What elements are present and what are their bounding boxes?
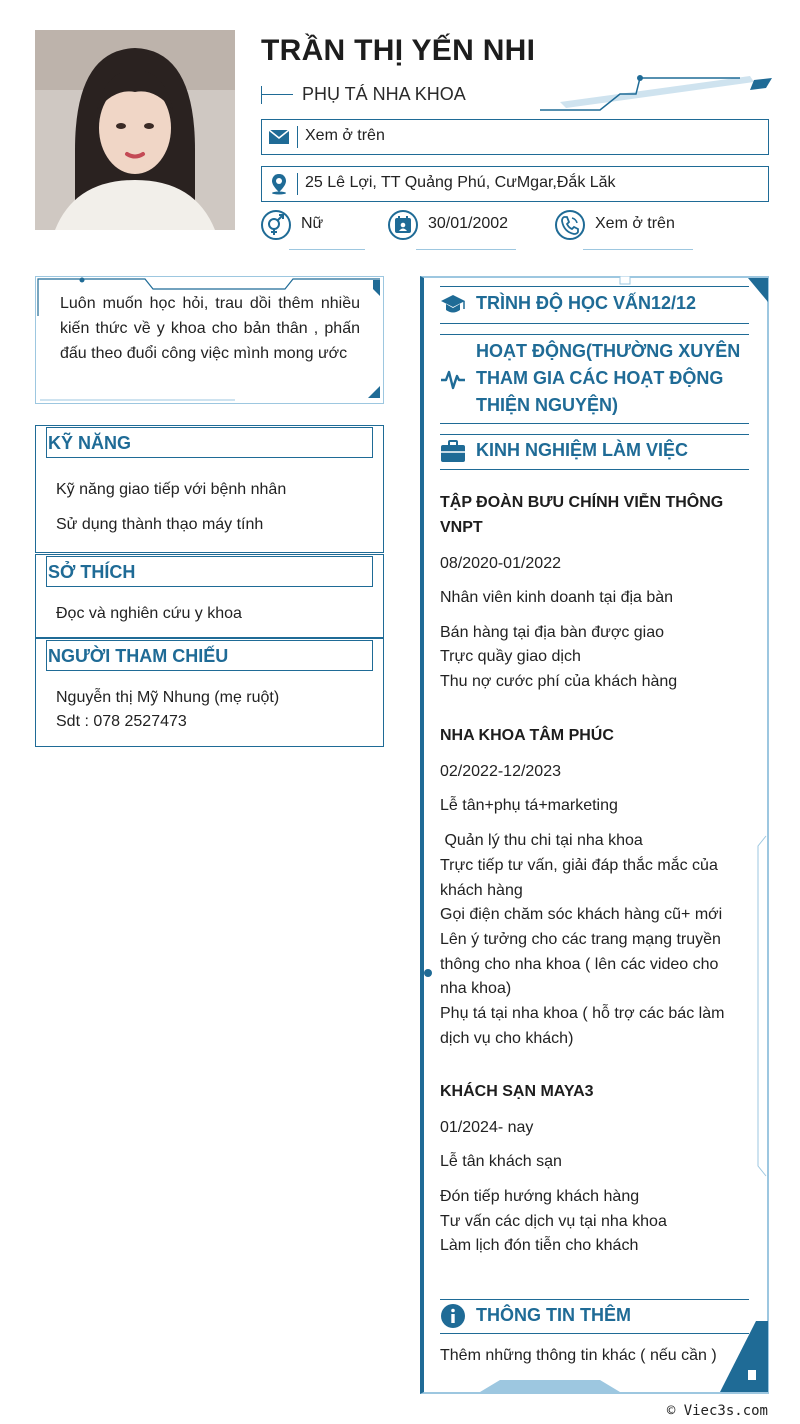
- email-separator: [297, 126, 298, 148]
- gender-icon: [261, 210, 291, 240]
- hobbies-title: SỞ THÍCH: [48, 562, 136, 582]
- experience-bottom-rule: [440, 469, 749, 470]
- education-title: TRÌNH ĐỘ HỌC VẤN12/12: [476, 293, 697, 313]
- job-period: 08/2020-01/2022: [440, 555, 561, 572]
- briefcase-icon: [440, 438, 466, 464]
- candidate-name: TRẦN THỊ YẾN NHI: [261, 34, 536, 67]
- address-value: 25 Lê Lợi, TT Quảng Phú, CưMgar,Đắk Lăk: [305, 174, 616, 191]
- calendar-icon: [388, 210, 418, 240]
- phone-icon: [555, 210, 585, 240]
- phone-field: [555, 210, 705, 250]
- job-duty: Thu nợ cước phí của khách hàng: [440, 673, 678, 690]
- references-title: NGƯỜI THAM CHIẾU: [48, 646, 229, 666]
- job-company: NHA KHOA TÂM PHÚC: [440, 727, 614, 744]
- references-section: [35, 638, 384, 747]
- extra-top-rule: [440, 1299, 749, 1300]
- header-decoration: [540, 72, 772, 114]
- job-duty: Bán hàng tại địa bàn được giao: [440, 624, 665, 641]
- hobbies-section: [35, 554, 384, 638]
- education-top-rule: [440, 286, 749, 287]
- job-period: 01/2024- nay: [440, 1119, 534, 1136]
- activities-bottom-rule: [440, 423, 749, 424]
- email-row: [261, 119, 769, 155]
- profile-photo-image: [35, 30, 235, 230]
- references-title-box: [46, 640, 373, 671]
- objective-box: [35, 276, 384, 404]
- job-title: PHỤ TÁ NHA KHOA: [302, 84, 466, 104]
- activities-top-rule: [440, 334, 749, 335]
- hobbies-title-box: [46, 556, 373, 587]
- skill-item: Sử dụng thành thạo máy tính: [56, 516, 264, 533]
- location-pin-icon: [267, 172, 291, 196]
- job-company: TẬP ĐOÀN BƯU CHÍNH VIỄN THÔNG VNPT: [440, 494, 724, 536]
- job-duty: Lên ý tưởng cho các trang mạng truyền thông cho nha khoa ( lên các video cho nha khoa): [440, 931, 721, 997]
- job-company: KHÁCH SẠN MAYA3: [440, 1083, 594, 1100]
- reference-item: Nguyễn thị Mỹ Nhung (mẹ ruột): [56, 689, 280, 706]
- watermark-footer: © Viec3s.com: [666, 1403, 768, 1419]
- skills-title: KỸ NĂNG: [48, 433, 132, 453]
- info-icon: [440, 1303, 466, 1329]
- gender-underline: [289, 249, 365, 250]
- activities-title: HOẠT ĐỘNG(THƯỜNG XUYÊN THAM GIA CÁC HOẠT ĐỘNG THIỆN NGUYỆN): [476, 341, 741, 415]
- gender-value: Nữ: [301, 215, 324, 232]
- job-duty: Đón tiếp hướng khách hàng: [440, 1188, 640, 1205]
- birthday-underline: [416, 249, 516, 250]
- job-duty: Trực quầy giao dịch: [440, 648, 581, 665]
- job-duty: Làm lịch đón tiễn cho khách: [440, 1237, 639, 1254]
- email-value: Xem ở trên: [305, 127, 385, 144]
- skill-item: Kỹ năng giao tiếp với bệnh nhân: [56, 481, 287, 498]
- job-duty: Tư vấn các dịch vụ tại nha khoa: [440, 1213, 667, 1230]
- job-duty: Quản lý thu chi tại nha khoa: [440, 832, 643, 849]
- mail-icon: [267, 125, 291, 149]
- experience-title: KINH NGHIỆM LÀM VIỆC: [476, 440, 689, 460]
- skills-title-box: [46, 427, 373, 458]
- birthday-value: 30/01/2002: [428, 215, 509, 232]
- extra-text: Thêm những thông tin khác ( nếu cần ): [440, 1347, 717, 1364]
- birthday-field: [388, 210, 528, 250]
- address-separator: [297, 173, 298, 195]
- title-divider-line: [261, 94, 293, 95]
- job-duty: Trực tiếp tư vấn, giải đáp thắc mắc của khách hàng: [440, 857, 718, 899]
- extra-bottom-rule: [440, 1333, 749, 1334]
- skills-section: [35, 425, 384, 553]
- phone-value: Xem ở trên: [595, 215, 675, 232]
- gender-field: [261, 210, 371, 250]
- address-row: [261, 166, 769, 202]
- job-duty: Gọi điện chăm sóc khách hàng cũ+ mới: [440, 906, 723, 923]
- profile-photo: [35, 30, 235, 230]
- education-bottom-rule: [440, 323, 749, 324]
- job-position: Nhân viên kinh doanh tại địa bàn: [440, 589, 674, 606]
- job-duty: Phụ tá tại nha khoa ( hỗ trợ các bác làm dịch vụ cho khách): [440, 1005, 725, 1047]
- job-position: Lễ tân+phụ tá+marketing: [440, 797, 618, 814]
- reference-item: Sdt : 078 2527473: [56, 713, 187, 730]
- job-period: 02/2022-12/2023: [440, 763, 561, 780]
- extra-title: THÔNG TIN THÊM: [476, 1305, 631, 1325]
- hobby-item: Đọc và nghiên cứu y khoa: [56, 605, 242, 622]
- graduation-cap-icon: [440, 291, 466, 317]
- pulse-icon: [440, 367, 466, 393]
- phone-underline: [583, 249, 693, 250]
- title-divider: [261, 86, 262, 104]
- experience-top-rule: [440, 434, 749, 435]
- objective-text: Luôn muốn học hỏi, trau dồi thêm nhiều kiến thức về y khoa cho bản thân , phấn đấu theo đuổi công việc mình mong ước: [60, 295, 360, 362]
- job-position: Lễ tân khách sạn: [440, 1153, 562, 1170]
